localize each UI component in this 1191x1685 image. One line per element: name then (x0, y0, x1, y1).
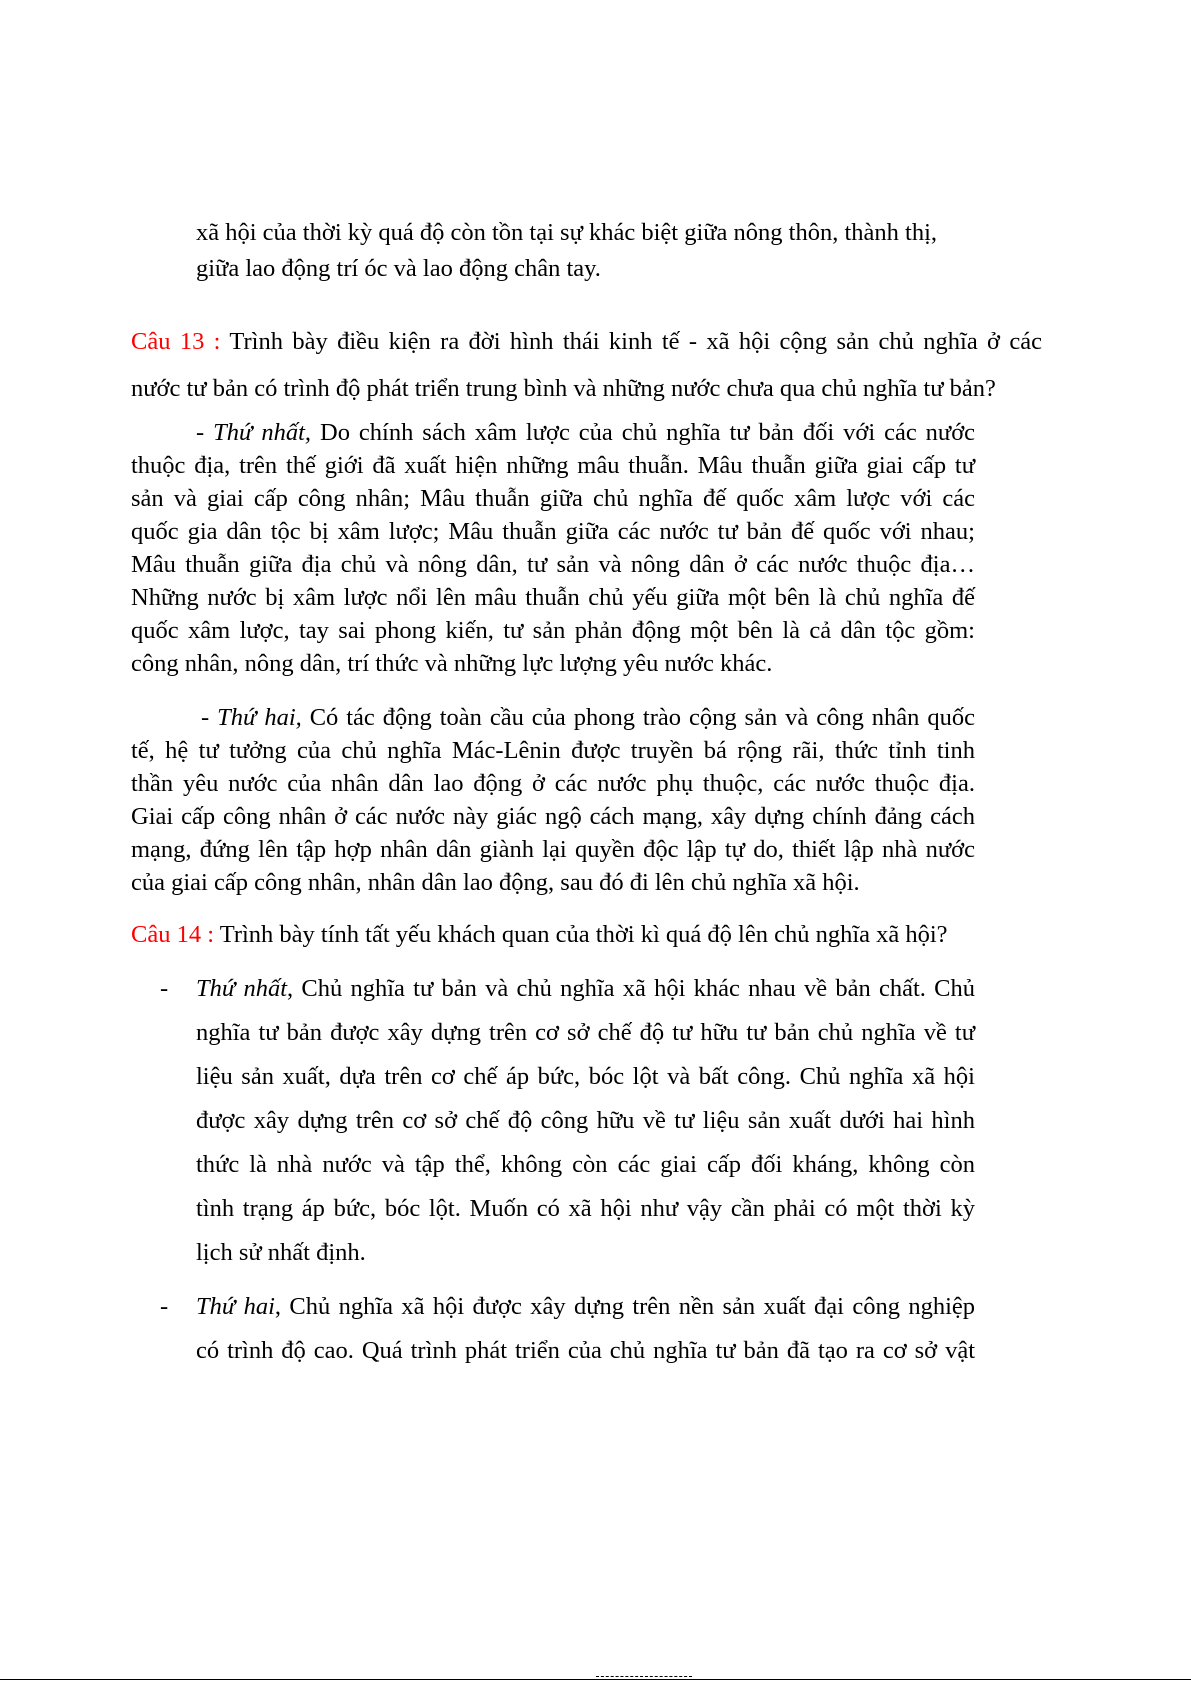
q14-bullet-1-dash: - (160, 975, 169, 1002)
q13-paragraph-2-line-5: mạng, đứng lên tập hợp nhân dân giành lại quyền độc lập tự do, thiết lập nhà nước (131, 836, 975, 863)
page-bottom-marker (596, 1676, 692, 1678)
q14-bullet-1-line-7: lịch sử nhất định. (196, 1239, 366, 1266)
q14-bullet-1-line-3: liệu sản xuất, dựa trên cơ chế áp bức, bóc lột và bất công. Chủ nghĩa xã hội (196, 1063, 975, 1090)
q14-b2-text: , Chủ nghĩa xã hội được xây dựng trên nền sản xuất đại công nghiệp (274, 1293, 975, 1320)
continued-paragraph-line-2: giữa lao động trí óc và lao động chân tay. (196, 255, 601, 282)
q13-paragraph-2-line-4: Giai cấp công nhân ở các nước này giác ngộ cách mạng, xây dựng chính đảng cách (131, 803, 975, 830)
question-14-label: Câu 14 : (131, 921, 215, 948)
q14-bullet-1-line-1 (196, 974, 975, 1004)
question-14-title: Trình bày tính tất yếu khách quan của thời kì quá độ lên chủ nghĩa xã hội? (219, 921, 948, 948)
q13-paragraph-2-line-1 (201, 703, 975, 733)
question-13-heading (131, 327, 1042, 357)
question-13-label: Câu 13 : (131, 328, 221, 355)
q13-paragraph-1-line-2: thuộc địa, trên thế giới đã xuất hiện những mâu thuẫn. Mâu thuẫn giữa giai cấp tư (131, 452, 975, 479)
q13-paragraph-2-line-6: của giai cấp công nhân, nhân dân lao động, sau đó đi lên chủ nghĩa xã hội. (131, 869, 860, 896)
q14-bullet-1-line-4: được xây dựng trên cơ sở chế độ công hữu về tư liệu sản xuất dưới hai hình (196, 1107, 975, 1134)
page-bottom-edge (0, 1679, 1191, 1680)
question-13-title-line-2: nước tư bản có trình độ phát triển trung bình và những nước chưa qua chủ nghĩa tư bản? (131, 375, 996, 402)
q13-p1-lead: Thứ nhất, (213, 419, 312, 446)
q14-bullet-1-line-5: thức là nhà nước và tập thể, không còn các giai cấp đối kháng, không còn (196, 1151, 975, 1178)
q14-bullet-2-line-2: có trình độ cao. Quá trình phát triển của chủ nghĩa tư bản đã tạo ra cơ sở vật (196, 1337, 975, 1364)
q13-paragraph-1-line-6: Những nước bị xâm lược nổi lên mâu thuẫn chủ yếu giữa một bên là chủ nghĩa đế (131, 584, 975, 611)
q13-p2-dash: - (201, 704, 210, 731)
q14-b2-lead: Thứ hai (196, 1293, 275, 1320)
q13-p1-dash: - (196, 419, 205, 446)
q13-p1-text: Do chính sách xâm lược của chủ nghĩa tư bản đối với các nước (320, 419, 976, 446)
q13-paragraph-1-line-1 (196, 418, 975, 448)
q13-paragraph-2-line-2: tế, hệ tư tưởng của chủ nghĩa Mác-Lênin được truyền bá rộng rãi, thức tỉnh tinh (131, 737, 975, 764)
q13-paragraph-1-line-4: quốc gia dân tộc bị xâm lược; Mâu thuẫn giữa các nước tư bản đế quốc với nhau; (131, 518, 975, 545)
question-13-title-line-1: Trình bày điều kiện ra đời hình thái kinh tế - xã hội cộng sản chủ nghĩa ở các (229, 328, 1042, 355)
q13-p2-text: Có tác động toàn cầu của phong trào cộng sản và công nhân quốc (309, 704, 976, 731)
q13-paragraph-1-line-3: sản và giai cấp công nhân; Mâu thuẫn giữa chủ nghĩa đế quốc xâm lược với các (131, 485, 975, 512)
question-14-heading (131, 920, 948, 950)
q13-paragraph-1-line-7: quốc xâm lược, tay sai phong kiến, tư sản phản động một bên là cả dân tộc gồm: (131, 617, 975, 644)
q14-b1-lead: Thứ nhất (196, 975, 288, 1002)
q14-bullet-2-dash: - (160, 1293, 169, 1320)
q13-paragraph-2-line-3: thần yêu nước của nhân dân lao động ở các nước phụ thuộc, các nước thuộc địa. (131, 770, 975, 797)
q14-bullet-2-line-1 (196, 1292, 975, 1322)
q14-bullet-1-line-2: nghĩa tư bản được xây dựng trên cơ sở chế độ tư hữu tư bản chủ nghĩa về tư (196, 1019, 975, 1046)
q14-bullet-1-line-6: tình trạng áp bức, bóc lột. Muốn có xã hội như vậy cần phải có một thời kỳ (196, 1195, 975, 1222)
q13-paragraph-1-line-8: công nhân, nông dân, trí thức và những lực lượng yêu nước khác. (131, 650, 773, 677)
continued-paragraph-line-1: xã hội của thời kỳ quá độ còn tồn tại sự khác biệt giữa nông thôn, thành thị, (196, 219, 938, 246)
q14-b1-text: , Chủ nghĩa tư bản và chủ nghĩa xã hội khác nhau về bản chất. Chủ (287, 975, 975, 1002)
q13-p2-lead: Thứ hai, (217, 704, 302, 731)
q13-paragraph-1-line-5: Mâu thuẫn giữa địa chủ và nông dân, tư sản và nông dân ở các nước thuộc địa… (131, 551, 975, 578)
